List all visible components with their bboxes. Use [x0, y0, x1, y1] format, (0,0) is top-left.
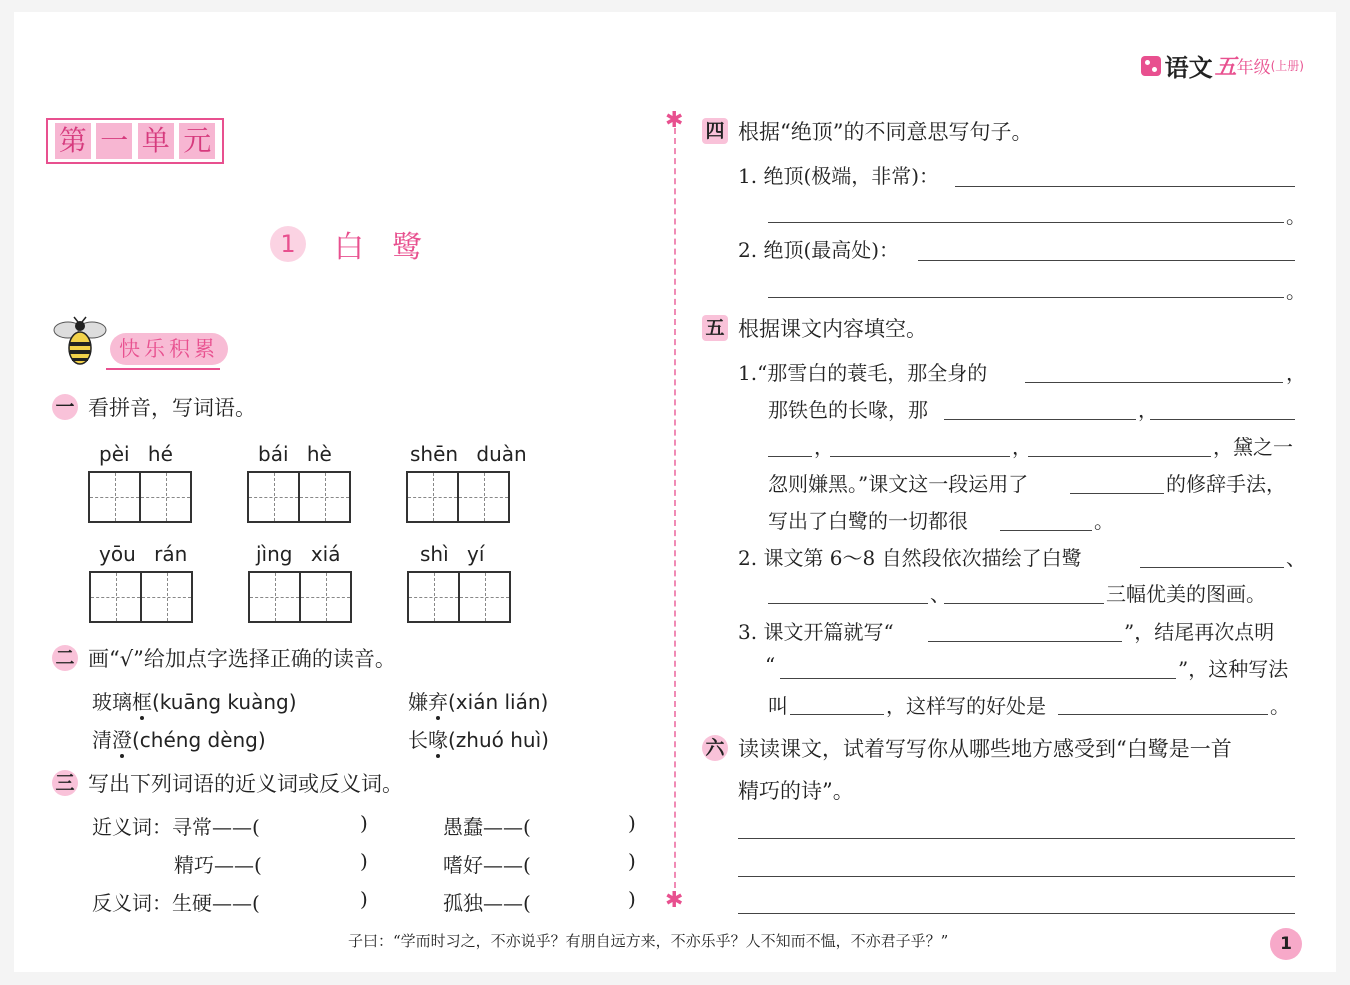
word-char: 长 — [408, 728, 428, 752]
question-text: ，黛之一 — [1213, 435, 1293, 459]
word-char: 嫌 — [408, 690, 428, 714]
lesson-title — [270, 222, 450, 266]
answer-line[interactable] — [944, 603, 1104, 604]
reading-options[interactable]: (kuāng kuàng) — [152, 690, 297, 714]
enumeration-comma: 、 — [930, 582, 950, 606]
word-char: 玻 — [92, 690, 112, 714]
writing-grid[interactable] — [247, 471, 351, 523]
section-1-heading — [52, 392, 256, 422]
section-title: 读读课文，试着写写你从哪些地方感受到“白鹭是一首 — [738, 737, 1232, 761]
banner-underline — [106, 368, 220, 370]
synonym-row-left — [174, 849, 262, 878]
reading-word — [408, 690, 448, 714]
section-title: 写出下列词语的近义词或反义词。 — [88, 772, 403, 796]
question-text: ”，这种写法 — [1178, 657, 1289, 681]
section-4-heading — [702, 116, 1032, 146]
page-number: 1 — [1270, 928, 1302, 960]
unit-char: 元 — [179, 123, 215, 159]
row-word: 愚蠢 — [443, 815, 483, 839]
unit-char: 一 — [96, 123, 132, 159]
answer-close: ) — [360, 849, 368, 873]
pinyin-label: jìng xiá — [256, 542, 341, 566]
unit-title — [46, 118, 224, 164]
section-marker: 一 — [52, 394, 78, 420]
answer-line[interactable] — [768, 297, 1284, 298]
answer-open: ——( — [212, 815, 260, 839]
period: 。 — [1270, 694, 1290, 718]
question-text: 叫 — [768, 694, 788, 718]
synonym-row-right — [443, 849, 531, 878]
synonym-row-left — [92, 811, 260, 840]
question-text: 1. 绝顶(极端，非常)： — [738, 164, 940, 188]
unit-char: 单 — [138, 123, 174, 159]
comma: ， — [1286, 361, 1306, 385]
section-marker: 三 — [52, 770, 78, 796]
word-char: 璃 — [112, 690, 132, 714]
dotted-char: 弃 — [428, 690, 448, 714]
dice-icon — [1141, 56, 1161, 76]
question-text: 2. 课文第 6～8 自然段依次描绘了白鹭 — [738, 546, 1082, 570]
row-word: 寻常 — [172, 815, 212, 839]
reading-item — [92, 686, 297, 715]
period: 。 — [1286, 279, 1306, 303]
row-word: 精巧 — [174, 853, 214, 877]
antonym-row-right — [443, 887, 531, 916]
dotted-char: 框 — [132, 690, 152, 714]
pinyin-label: shì yí — [420, 542, 485, 566]
answer-line[interactable] — [1025, 382, 1283, 383]
answer-line[interactable] — [830, 456, 1010, 457]
row-prefix: 反义词： — [92, 891, 172, 915]
question-text: 三幅优美的图画。 — [1106, 582, 1266, 606]
answer-close: ) — [628, 887, 636, 911]
bee-icon — [52, 316, 108, 368]
answer-close: ) — [628, 849, 636, 873]
column-divider — [674, 128, 676, 898]
answer-line[interactable] — [1070, 493, 1164, 494]
answer-open: ——( — [483, 853, 531, 877]
row-word: 生硬 — [172, 891, 212, 915]
subject-label: 语文 — [1164, 54, 1213, 82]
question-text: 2. 绝顶(最高处)： — [738, 238, 900, 262]
comma: ， — [1012, 435, 1032, 459]
synonym-row-right — [443, 811, 531, 840]
answer-line[interactable] — [944, 419, 1136, 420]
reading-item — [92, 724, 266, 753]
question-text: 写出了白鹭的一切都很 — [768, 509, 968, 533]
answer-line[interactable] — [780, 678, 1176, 679]
dotted-char: 喙 — [428, 728, 448, 752]
section-title: 看拼音，写词语。 — [88, 396, 256, 420]
reading-word — [92, 728, 132, 752]
answer-line[interactable] — [738, 913, 1295, 914]
unit-char: 第 — [55, 123, 91, 159]
writing-grid[interactable] — [248, 571, 352, 623]
question-text: ，这样写的好处是 — [886, 694, 1046, 718]
answer-line[interactable] — [1150, 419, 1295, 420]
section-6-heading — [702, 733, 1232, 763]
grade-label: 年级 — [1236, 58, 1271, 78]
row-prefix: 近义词： — [92, 815, 172, 839]
section-3-heading — [52, 768, 403, 798]
volume-label: (上册) — [1270, 59, 1304, 73]
enumeration-comma: 、 — [1286, 546, 1306, 570]
reading-word — [92, 690, 152, 714]
answer-open: ——( — [214, 853, 262, 877]
answer-open: ——( — [483, 815, 531, 839]
reading-item — [408, 724, 549, 753]
writing-grid[interactable] — [88, 471, 192, 523]
grade-number: 五 — [1214, 55, 1237, 80]
comma: ， — [1138, 398, 1158, 422]
section-title: 根据课文内容填空。 — [738, 317, 927, 341]
answer-line[interactable] — [790, 714, 884, 715]
pinyin-label: shēn duàn — [410, 442, 527, 466]
section-title-continued: 精巧的诗”。 — [738, 779, 854, 803]
word-char: 清 — [92, 728, 112, 752]
question-text: 忽则嫌黑。”课文这一段运用了 — [768, 472, 1029, 496]
answer-open: ——( — [212, 891, 260, 915]
reading-word — [408, 728, 448, 752]
section-marker: 二 — [52, 645, 78, 671]
pinyin-label: yōu rán — [99, 542, 188, 566]
answer-line[interactable] — [768, 222, 1284, 223]
reading-options[interactable]: (chéng dèng) — [132, 728, 266, 752]
question-text: ”，结尾再次点明 — [1124, 620, 1275, 644]
answer-line[interactable] — [738, 838, 1295, 839]
section-2-heading — [52, 643, 396, 673]
section-marker: 六 — [702, 735, 728, 761]
row-word: 孤独 — [443, 891, 483, 915]
writing-grid[interactable] — [407, 571, 511, 623]
period: 。 — [1286, 204, 1306, 228]
open-quote: “ — [765, 653, 776, 677]
star-icon: ✱ — [665, 888, 684, 913]
writing-grid[interactable] — [406, 471, 510, 523]
answer-line[interactable] — [768, 603, 928, 604]
footer-quote: 子曰：“学而时习之，不亦说乎？有朋自远方来，不亦乐乎？人不知而不愠，不亦君子乎？” — [348, 932, 949, 950]
question-text: 3. 课文开篇就写“ — [738, 620, 894, 644]
answer-close: ) — [360, 811, 368, 835]
answer-close: ) — [360, 887, 368, 911]
answer-line[interactable] — [738, 876, 1295, 877]
question-text: 那铁色的长喙，那 — [768, 398, 928, 422]
pinyin-label: pèi hé — [99, 442, 173, 466]
reading-options[interactable]: (zhuó huì) — [448, 728, 549, 752]
section-title: 根据“绝顶”的不同意思写句子。 — [738, 120, 1033, 144]
writing-grid[interactable] — [89, 571, 193, 623]
star-icon: ✱ — [665, 108, 684, 133]
section-marker: 四 — [702, 118, 728, 144]
row-word: 嗜好 — [443, 853, 483, 877]
happy-accumulate-banner: 快乐积累 — [110, 333, 228, 365]
answer-line[interactable] — [1000, 530, 1092, 531]
period: 。 — [1094, 509, 1114, 533]
lesson-number: 1 — [270, 226, 306, 262]
reading-item — [408, 686, 548, 715]
section-marker: 五 — [702, 315, 728, 341]
answer-close: ) — [628, 811, 636, 835]
dotted-char: 澄 — [112, 728, 132, 752]
section-5-heading — [702, 313, 927, 343]
question-text: 的修辞手法， — [1166, 472, 1286, 496]
answer-line[interactable] — [768, 456, 812, 457]
question-text: 1.“那雪白的蓑毛，那全身的 — [738, 361, 988, 385]
lesson-name: 白鹭 — [334, 230, 450, 265]
reading-options[interactable]: (xián lián) — [448, 690, 549, 714]
answer-line[interactable] — [955, 186, 1295, 187]
answer-line[interactable] — [918, 260, 1295, 261]
comma: ， — [814, 435, 834, 459]
pinyin-label: bái hè — [258, 442, 332, 466]
answer-line[interactable] — [1058, 714, 1268, 715]
answer-open: ——( — [483, 891, 531, 915]
answer-line[interactable] — [928, 641, 1122, 642]
answer-line[interactable] — [1028, 456, 1211, 457]
antonym-row-left — [92, 887, 260, 916]
section-title: 画“√”给加点字选择正确的读音。 — [88, 647, 396, 671]
header-brand — [1141, 48, 1304, 83]
answer-line[interactable] — [1140, 567, 1284, 568]
